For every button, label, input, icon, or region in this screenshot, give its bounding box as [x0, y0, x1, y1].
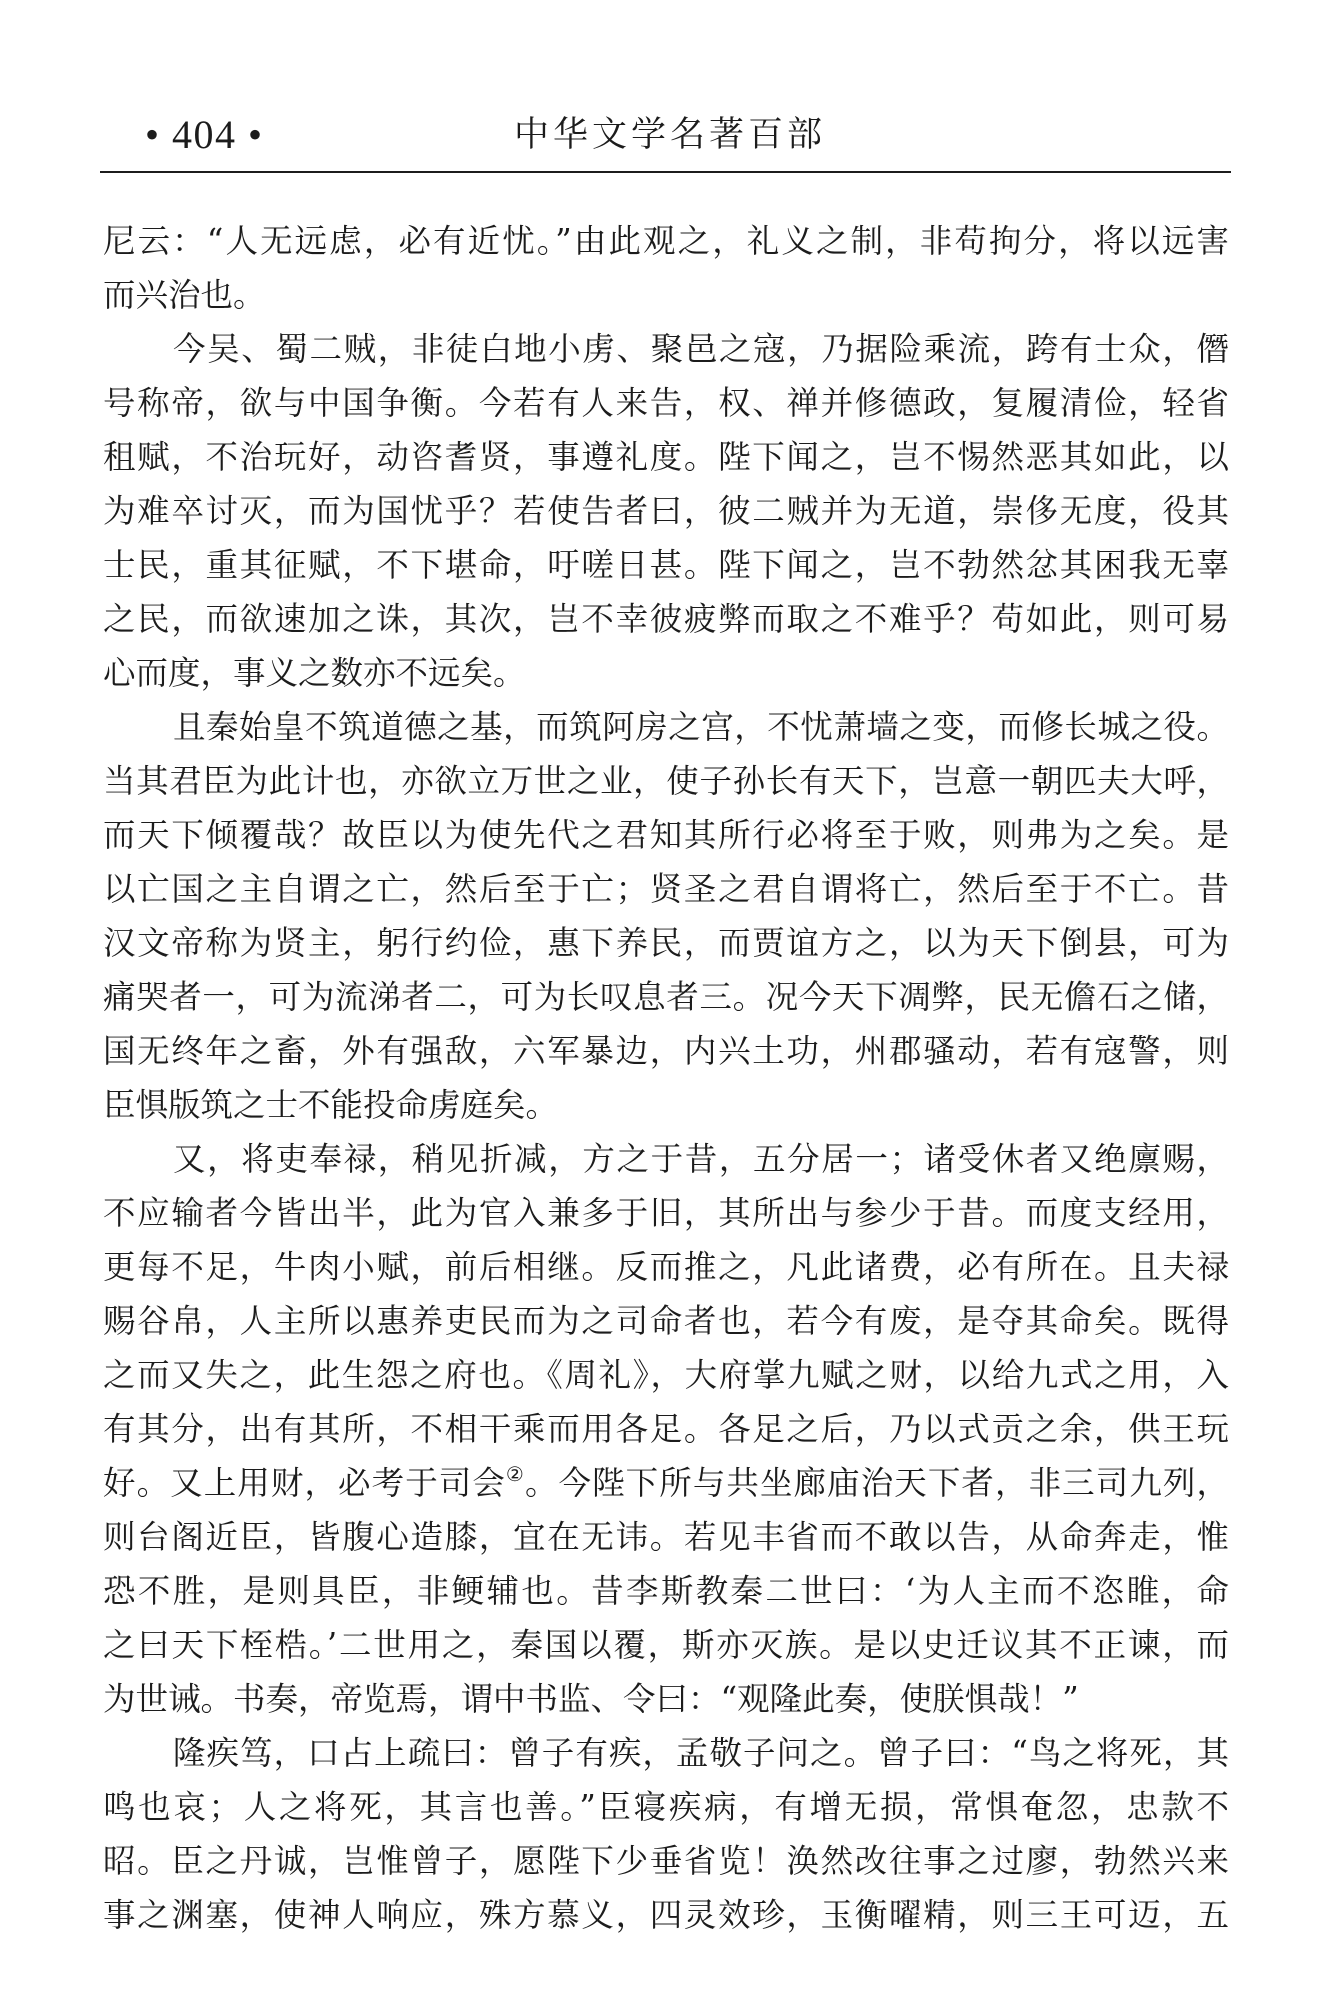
book-title: 中华文学名著百部 — [514, 115, 827, 155]
text-line: 以亡国之主自谓之亡，然后至于亡；贤圣之君自谓将亡，然后至于不亡。昔 — [103, 870, 1229, 908]
text-line: 尼云：“人无远虑，必有近忧。”由此观之，礼义之制，非苟拘分，将以远害 — [103, 222, 1229, 260]
footnote-marker: ② — [505, 1462, 525, 1486]
text-line: 而兴治也。 — [103, 276, 266, 314]
text-line: 士民，重其征赋，不下堪命，吁嗟日甚。陛下闻之，岂不勃然忿其困我无辜 — [103, 546, 1229, 584]
text-line: 事之渊塞，使神人响应，殊方慕义，四灵效珍，玉衡曜精，则三王可迈，五 — [103, 1896, 1229, 1934]
paragraph — [103, 322, 1229, 700]
text-line: 汉文帝称为贤主，躬行约俭，惠下养民，而贾谊方之，以为天下倒县，可为 — [103, 924, 1229, 962]
text-line: 租赋，不治玩好，动咨耆贤，事遵礼度。陛下闻之，岂不惕然恶其如此，以 — [103, 438, 1229, 476]
paragraph — [103, 214, 1229, 322]
paragraph — [103, 1726, 1229, 1942]
text-line: 恐不胜，是则具臣，非鲠辅也。昔李斯教秦二世曰：‘为人主而不恣睢，命 — [103, 1572, 1229, 1610]
header-rule — [100, 171, 1231, 173]
text-line: 不应输者今皆出半，此为官入兼多于旧，其所出与参少于昔。而度支经用， — [103, 1194, 1229, 1232]
text-line: 之民，而欲速加之诛，其次，岂不幸彼疲弊而取之不难乎？苟如此，则可易 — [103, 600, 1229, 638]
text-line: 心而度，事义之数亦不远矣。 — [103, 654, 526, 692]
text-line: 隆疾笃，口占上疏曰：曾子有疾，孟敬子问之。曾子曰：“鸟之将死，其 — [173, 1734, 1229, 1772]
text-segment: 好。又上用财，必考于司会 — [103, 1464, 506, 1502]
text-line: 痛哭者一，可为流涕者二，可为长叹息者三。况今天下凋弊，民无儋石之储， — [103, 978, 1229, 1016]
text-line: 更每不足，牛肉小赋，前后相继。反而推之，凡此诸费，必有所在。且夫禄 — [103, 1248, 1229, 1286]
paragraph — [103, 700, 1229, 1132]
body-text — [103, 214, 1229, 1942]
text-line: 当其君臣为此计也，亦欲立万世之业，使子孙长有天下，岂意一朝匹夫大呼， — [103, 762, 1229, 800]
text-line: 又，将吏奉禄，稍见折减，方之于昔，五分居一；诸受休者又绝廪赐， — [173, 1140, 1229, 1178]
paragraph — [103, 1132, 1229, 1726]
text-line: 之而又失之，此生怨之府也。《周礼》，大府掌九赋之财，以给九式之用，入 — [103, 1356, 1229, 1394]
text-line: 而天下倾覆哉？故臣以为使先代之君知其所行必将至于败，则弗为之矣。是 — [103, 816, 1229, 854]
text-line — [103, 1456, 1229, 1510]
text-line: 之曰天下桎梏。’二世用之，秦国以覆，斯亦灭族。是以史迁议其不正谏，而 — [103, 1626, 1229, 1664]
text-line: 今吴、蜀二贼，非徒白地小虏、聚邑之寇，乃据险乘流，跨有士众，僭 — [173, 330, 1229, 368]
text-line: 且秦始皇不筑道德之基，而筑阿房之宫，不忧萧墙之变，而修长城之役。 — [173, 708, 1229, 746]
page-number: • 404 • — [145, 112, 264, 157]
text-line: 则台阁近臣，皆腹心造膝，宜在无讳。若见丰省而不敢以告，从命奔走，惟 — [103, 1518, 1229, 1556]
page-header — [0, 110, 1324, 160]
text-line: 为世诫。书奏，帝览焉，谓中书监、令曰：“观隆此奏，使朕惧哉！” — [103, 1680, 1079, 1718]
text-segment: 。今陛下所与共坐廊庙治天下者，非三司九列， — [524, 1464, 1229, 1502]
text-line: 为难卒讨灭，而为国忧乎？若使告者曰，彼二贼并为无道，崇侈无度，役其 — [103, 492, 1229, 530]
text-line: 鸣也哀；人之将死，其言也善。”臣寝疾病，有增无损，常惧奄忽，忠款不 — [103, 1788, 1229, 1826]
text-line: 臣惧版筑之士不能投命虏庭矣。 — [103, 1086, 559, 1124]
text-line: 国无终年之畜，外有强敌，六军暴边，内兴土功，州郡骚动，若有寇警，则 — [103, 1032, 1229, 1070]
text-line: 有其分，出有其所，不相干乘而用各足。各足之后，乃以式贡之余，供王玩 — [103, 1410, 1229, 1448]
text-line: 赐谷帛，人主所以惠养吏民而为之司命者也，若今有废，是夺其命矣。既得 — [103, 1302, 1229, 1340]
text-line: 昭。臣之丹诚，岂惟曾子，愿陛下少垂省览！涣然改往事之过廖，勃然兴来 — [103, 1842, 1229, 1880]
text-line: 号称帝，欲与中国争衡。今若有人来告，权、禅并修德政，复履清俭，轻省 — [103, 384, 1229, 422]
